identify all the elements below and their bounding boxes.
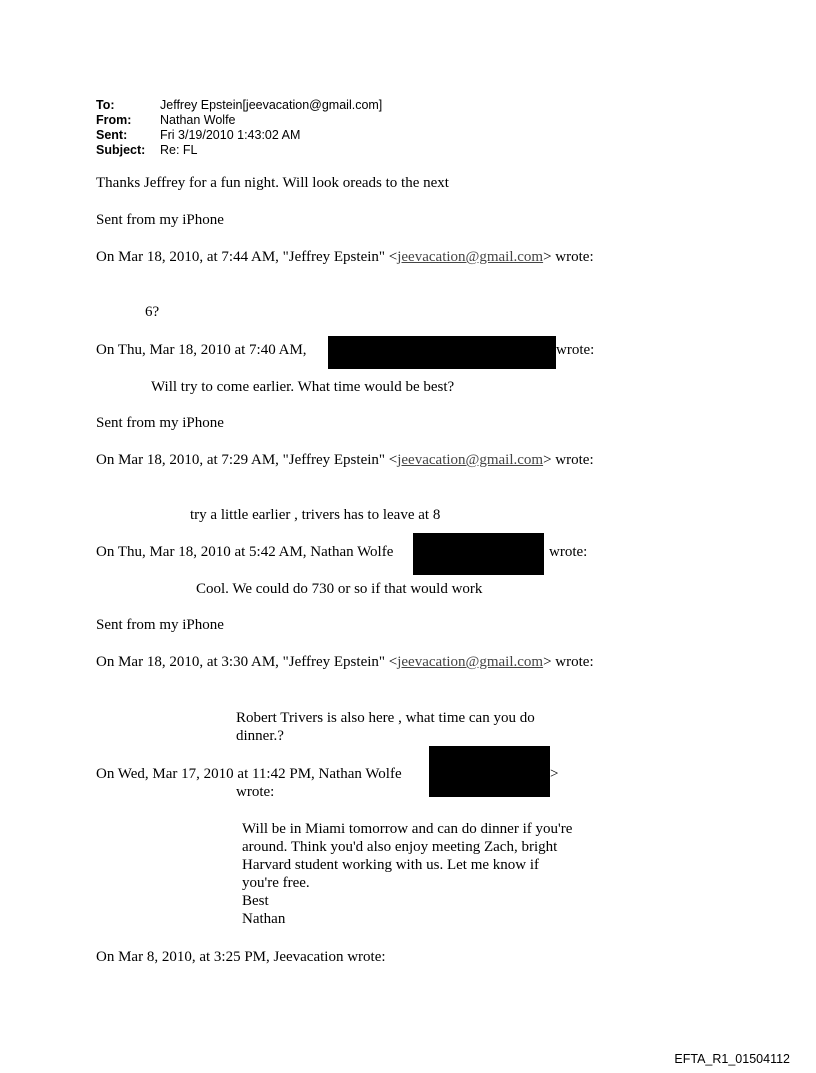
quote-header-3-suffix: > wrote: <box>543 452 594 468</box>
from-label: From: <box>96 113 132 127</box>
quote-header-5-suffix: > wrote: <box>543 654 594 670</box>
email-link-1[interactable]: jeevacation@gmail.com <box>397 249 544 265</box>
message-miami-line-3: Harvard student working with us. Let me know if <box>242 857 540 873</box>
redaction-box-1 <box>328 336 556 369</box>
quote-header-1-prefix: On Mar 18, 2010, at 7:44 AM, "Jeffrey Epstein" < <box>96 249 398 265</box>
message-earlier: Will try to come earlier. What time would be best? <box>151 379 455 395</box>
to-label: To: <box>96 98 115 112</box>
sent-from-iphone-3: Sent from my iPhone <box>96 617 224 633</box>
quote-header-6: On Wed, Mar 17, 2010 at 11:42 PM, Nathan Wolfe <box>96 766 402 782</box>
quote-header-1 <box>96 248 594 266</box>
subject-value: Re: FL <box>160 143 198 157</box>
message-trivers: try a little earlier , trivers has to leave at 8 <box>190 507 441 523</box>
message-cool: Cool. We could do 730 or so if that would work <box>196 581 483 597</box>
from-row <box>96 113 382 128</box>
quote-header-6-wrote: wrote: <box>236 784 275 800</box>
email-header <box>96 98 382 158</box>
sent-from-iphone-2: Sent from my iPhone <box>96 415 224 431</box>
subject-label: Subject: <box>96 143 146 157</box>
quote-header-2-suffix: wrote: <box>556 342 595 358</box>
quote-header-2 <box>96 341 307 359</box>
quote-header-3 <box>96 451 594 469</box>
sent-label: Sent: <box>96 128 128 142</box>
message-miami-line-1: Will be in Miami tomorrow and can do dinner if you're <box>242 821 573 837</box>
message-robert <box>236 709 535 745</box>
redaction-box-3 <box>429 746 550 797</box>
message-miami-line-2: around. Think you'd also enjoy meeting Zach, bright <box>242 839 558 855</box>
email-link-3[interactable]: jeevacation@gmail.com <box>397 452 544 468</box>
message-6: 6? <box>145 304 160 320</box>
quote-header-6-tail: > <box>550 766 559 782</box>
document-id: EFTA_R1_01504112 <box>674 1052 790 1066</box>
quote-header-1-suffix: > wrote: <box>543 249 594 265</box>
message-miami-line-6: Nathan <box>242 911 286 927</box>
subject-row <box>96 143 382 158</box>
message-miami-line-5: Best <box>242 893 269 909</box>
to-value: Jeffrey Epstein[jeevacation@gmail.com] <box>160 98 383 112</box>
email-link-5[interactable]: jeevacation@gmail.com <box>397 654 544 670</box>
message-miami <box>242 820 572 928</box>
message-robert-line-2: dinner.? <box>236 728 284 744</box>
message-robert-line-1: Robert Trivers is also here , what time can you do <box>236 710 535 726</box>
quote-header-3-prefix: On Mar 18, 2010, at 7:29 AM, "Jeffrey Epstein" < <box>96 452 398 468</box>
quote-header-4-suffix: wrote: <box>549 544 588 560</box>
quote-header-7: On Mar 8, 2010, at 3:25 PM, Jeevacation wrote: <box>96 949 386 965</box>
quote-header-2-prefix: On Thu, Mar 18, 2010 at 7:40 AM, <box>96 342 307 358</box>
quote-header-5-prefix: On Mar 18, 2010, at 3:30 AM, "Jeffrey Epstein" < <box>96 654 398 670</box>
quote-header-5 <box>96 653 594 671</box>
to-row <box>96 98 382 113</box>
quote-header-4: On Thu, Mar 18, 2010 at 5:42 AM, Nathan Wolfe <box>96 544 394 560</box>
message-miami-line-4: you're free. <box>242 875 310 891</box>
from-value: Nathan Wolfe <box>160 113 236 127</box>
sent-from-iphone-1: Sent from my iPhone <box>96 212 224 228</box>
redaction-box-2 <box>413 533 544 575</box>
sent-value: Fri 3/19/2010 1:43:02 AM <box>160 128 301 142</box>
body-line-thanks: Thanks Jeffrey for a fun night. Will look oreads to the next <box>96 175 449 191</box>
sent-row <box>96 128 382 143</box>
